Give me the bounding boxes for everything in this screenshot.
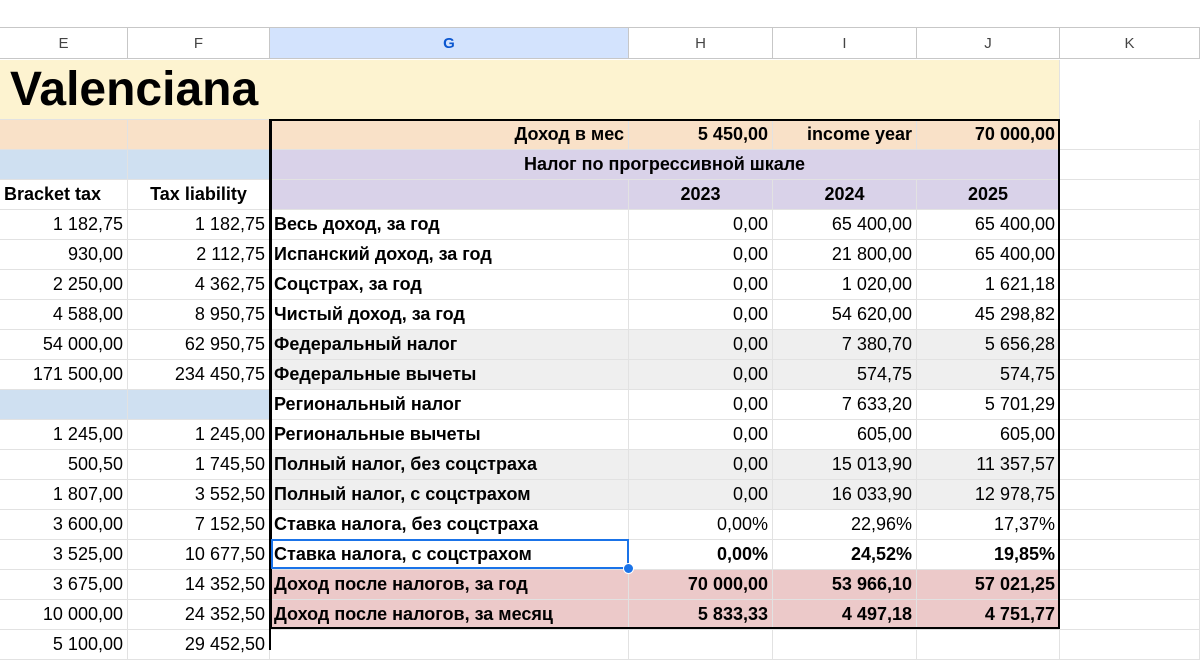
value-2025[interactable]: 4 751,77 [917,600,1060,630]
value-2024[interactable]: 54 620,00 [773,300,917,330]
cell-k-empty[interactable] [1060,570,1200,600]
tax-row-label[interactable]: Региональный налог [270,390,629,420]
value-2025[interactable]: 65 400,00 [917,240,1060,270]
tax-row-label[interactable]: Полный налог, с соцстрахом [270,480,629,510]
cell-f-income[interactable] [128,120,270,150]
tax-liability-cell[interactable] [128,390,270,420]
cell-k-empty[interactable] [1060,510,1200,540]
value-2023[interactable]: 70 000,00 [629,570,773,600]
column-header-g[interactable]: G [270,28,629,59]
tax-row-label[interactable]: Ставка налога, без соцстраха [270,510,629,540]
cell-k-empty[interactable] [1060,390,1200,420]
tax-liability-cell[interactable]: 7 152,50 [128,510,270,540]
value-2023[interactable]: 0,00 [629,450,773,480]
value-2024[interactable]: 7 380,70 [773,330,917,360]
cell-empty[interactable] [773,630,917,660]
tax-liability-cell[interactable]: 8 950,75 [128,300,270,330]
value-2023[interactable]: 0,00 [629,420,773,450]
value-2025[interactable]: 605,00 [917,420,1060,450]
bracket-tax-cell[interactable]: 54 000,00 [0,330,128,360]
value-2023[interactable]: 0,00 [629,360,773,390]
income-year-label[interactable]: income year [773,120,917,150]
tax-liability-cell[interactable]: 10 677,50 [128,540,270,570]
cell-e-blue[interactable] [0,150,128,180]
value-2023[interactable]: 0,00 [629,300,773,330]
value-2023[interactable]: 0,00% [629,510,773,540]
value-2025[interactable]: 57 021,25 [917,570,1060,600]
value-2024[interactable]: 24,52% [773,540,917,570]
cell-k-empty[interactable] [1060,420,1200,450]
value-2024[interactable]: 7 633,20 [773,390,917,420]
toolbar-strip [0,0,1200,28]
column-header-h[interactable]: H [629,28,773,59]
tax-row-label[interactable]: Испанский доход, за год [270,240,629,270]
tax-liability-cell[interactable]: 1 182,75 [128,210,270,240]
tax-row-label[interactable]: Доход после налогов, за год [270,570,629,600]
tax-row-label[interactable]: Чистый доход, за год [270,300,629,330]
bracket-tax-cell[interactable]: 930,00 [0,240,128,270]
cell-e-income[interactable] [0,120,128,150]
cell-k-empty[interactable] [1060,120,1200,150]
cell-k-empty[interactable] [1060,450,1200,480]
column-header-j[interactable]: J [917,28,1060,59]
value-2025[interactable]: 45 298,82 [917,300,1060,330]
value-2023[interactable]: 0,00 [629,210,773,240]
cell-k-empty[interactable] [1060,330,1200,360]
cell-k-empty[interactable] [1060,240,1200,270]
bracket-tax-cell[interactable]: 1 182,75 [0,210,128,240]
value-2023[interactable]: 0,00 [629,240,773,270]
tax-row-label[interactable]: Соцстрах, за год [270,270,629,300]
value-2024[interactable]: 53 966,10 [773,570,917,600]
value-2024[interactable]: 4 497,18 [773,600,917,630]
bracket-tax-cell[interactable]: 5 100,00 [0,630,128,660]
bracket-tax-cell[interactable] [0,390,128,420]
sheet-title-cell[interactable]: Valenciana [0,60,1060,120]
tax-liability-cell[interactable]: 2 112,75 [128,240,270,270]
tax-liability-cell[interactable]: 14 352,50 [128,570,270,600]
bracket-tax-cell[interactable]: 1 807,00 [0,480,128,510]
cell-k-empty[interactable] [1060,150,1200,180]
bracket-tax-cell[interactable]: 2 250,00 [0,270,128,300]
value-2025[interactable]: 17,37% [917,510,1060,540]
value-2023[interactable]: 0,00 [629,480,773,510]
value-2025[interactable]: 19,85% [917,540,1060,570]
tax-row-label[interactable]: Федеральный налог [270,330,629,360]
bracket-tax-cell[interactable]: 171 500,00 [0,360,128,390]
value-2025[interactable]: 574,75 [917,360,1060,390]
cell-f-blue[interactable] [128,150,270,180]
tax-liability-cell[interactable]: 234 450,75 [128,360,270,390]
cell-k-empty[interactable] [1060,480,1200,510]
column-header-k[interactable]: K [1060,28,1200,59]
column-header-f[interactable]: F [128,28,270,59]
value-2023[interactable]: 0,00 [629,390,773,420]
tax-liability-cell[interactable]: 1 245,00 [128,420,270,450]
tax-row-label[interactable]: Ставка налога, с соцстрахом [270,540,629,570]
progressive-scale-header[interactable]: Налог по прогрессивной шкале [270,150,1060,180]
tax-liability-cell[interactable]: 3 552,50 [128,480,270,510]
value-2024[interactable]: 21 800,00 [773,240,917,270]
bracket-tax-cell[interactable]: 500,50 [0,450,128,480]
bracket-tax-header[interactable]: Bracket tax [0,180,128,210]
cell-empty[interactable] [270,630,629,660]
bracket-tax-cell[interactable]: 3 525,00 [0,540,128,570]
value-2025[interactable]: 1 621,18 [917,270,1060,300]
year-2025[interactable]: 2025 [917,180,1060,210]
column-header-i[interactable]: I [773,28,917,59]
value-2024[interactable]: 16 033,90 [773,480,917,510]
years-label-cell[interactable] [270,180,629,210]
year-2024[interactable]: 2024 [773,180,917,210]
tax-liability-cell[interactable]: 62 950,75 [128,330,270,360]
value-2023[interactable]: 0,00 [629,270,773,300]
cell-k-empty[interactable] [1060,270,1200,300]
tax-row-label[interactable]: Федеральные вычеты [270,360,629,390]
tax-liability-header[interactable]: Tax liability [128,180,270,210]
cell-k-empty[interactable] [1060,360,1200,390]
selected-cell-outline[interactable] [271,539,629,569]
tax-liability-cell[interactable]: 1 745,50 [128,450,270,480]
value-2024[interactable]: 1 020,00 [773,270,917,300]
value-2023[interactable]: 5 833,33 [629,600,773,630]
cell-k-empty[interactable] [1060,180,1200,210]
value-2025[interactable]: 5 656,28 [917,330,1060,360]
fill-handle[interactable] [623,563,634,574]
tax-row-label[interactable]: Региональные вычеты [270,420,629,450]
tax-row-label[interactable]: Полный налог, без соцстраха [270,450,629,480]
value-2024[interactable]: 15 013,90 [773,450,917,480]
year-2023[interactable]: 2023 [629,180,773,210]
cell-k-empty[interactable] [1060,600,1200,630]
value-2025[interactable]: 65 400,00 [917,210,1060,240]
bracket-tax-cell[interactable]: 3 675,00 [0,570,128,600]
tax-liability-cell[interactable]: 24 352,50 [128,600,270,630]
tax-row-label[interactable]: Доход после налогов, за месяц [270,600,629,630]
value-2023[interactable]: 0,00% [629,540,773,570]
bracket-tax-cell[interactable]: 3 600,00 [0,510,128,540]
value-2025[interactable]: 11 357,57 [917,450,1060,480]
cell-empty[interactable] [917,630,1060,660]
income-month-value[interactable]: 5 450,00 [629,120,773,150]
income-year-value[interactable]: 70 000,00 [917,120,1060,150]
cell-k-empty[interactable] [1060,210,1200,240]
bracket-tax-cell[interactable]: 1 245,00 [0,420,128,450]
bracket-tax-cell[interactable]: 4 588,00 [0,300,128,330]
bracket-tax-cell[interactable]: 10 000,00 [0,600,128,630]
cell-k-empty[interactable] [1060,630,1200,660]
value-2025[interactable]: 12 978,75 [917,480,1060,510]
cell-k-empty[interactable] [1060,540,1200,570]
value-2024[interactable]: 574,75 [773,360,917,390]
cell-empty[interactable] [629,630,773,660]
value-2024[interactable]: 22,96% [773,510,917,540]
tax-liability-cell[interactable]: 29 452,50 [128,630,270,660]
column-header-e[interactable]: E [0,28,128,59]
value-2024[interactable]: 65 400,00 [773,210,917,240]
tax-row-label[interactable]: Весь доход, за год [270,210,629,240]
value-2025[interactable]: 5 701,29 [917,390,1060,420]
tax-liability-cell[interactable]: 4 362,75 [128,270,270,300]
cell-k-empty[interactable] [1060,300,1200,330]
value-2023[interactable]: 0,00 [629,330,773,360]
value-2024[interactable]: 605,00 [773,420,917,450]
income-month-label[interactable]: Доход в мес [270,120,629,150]
